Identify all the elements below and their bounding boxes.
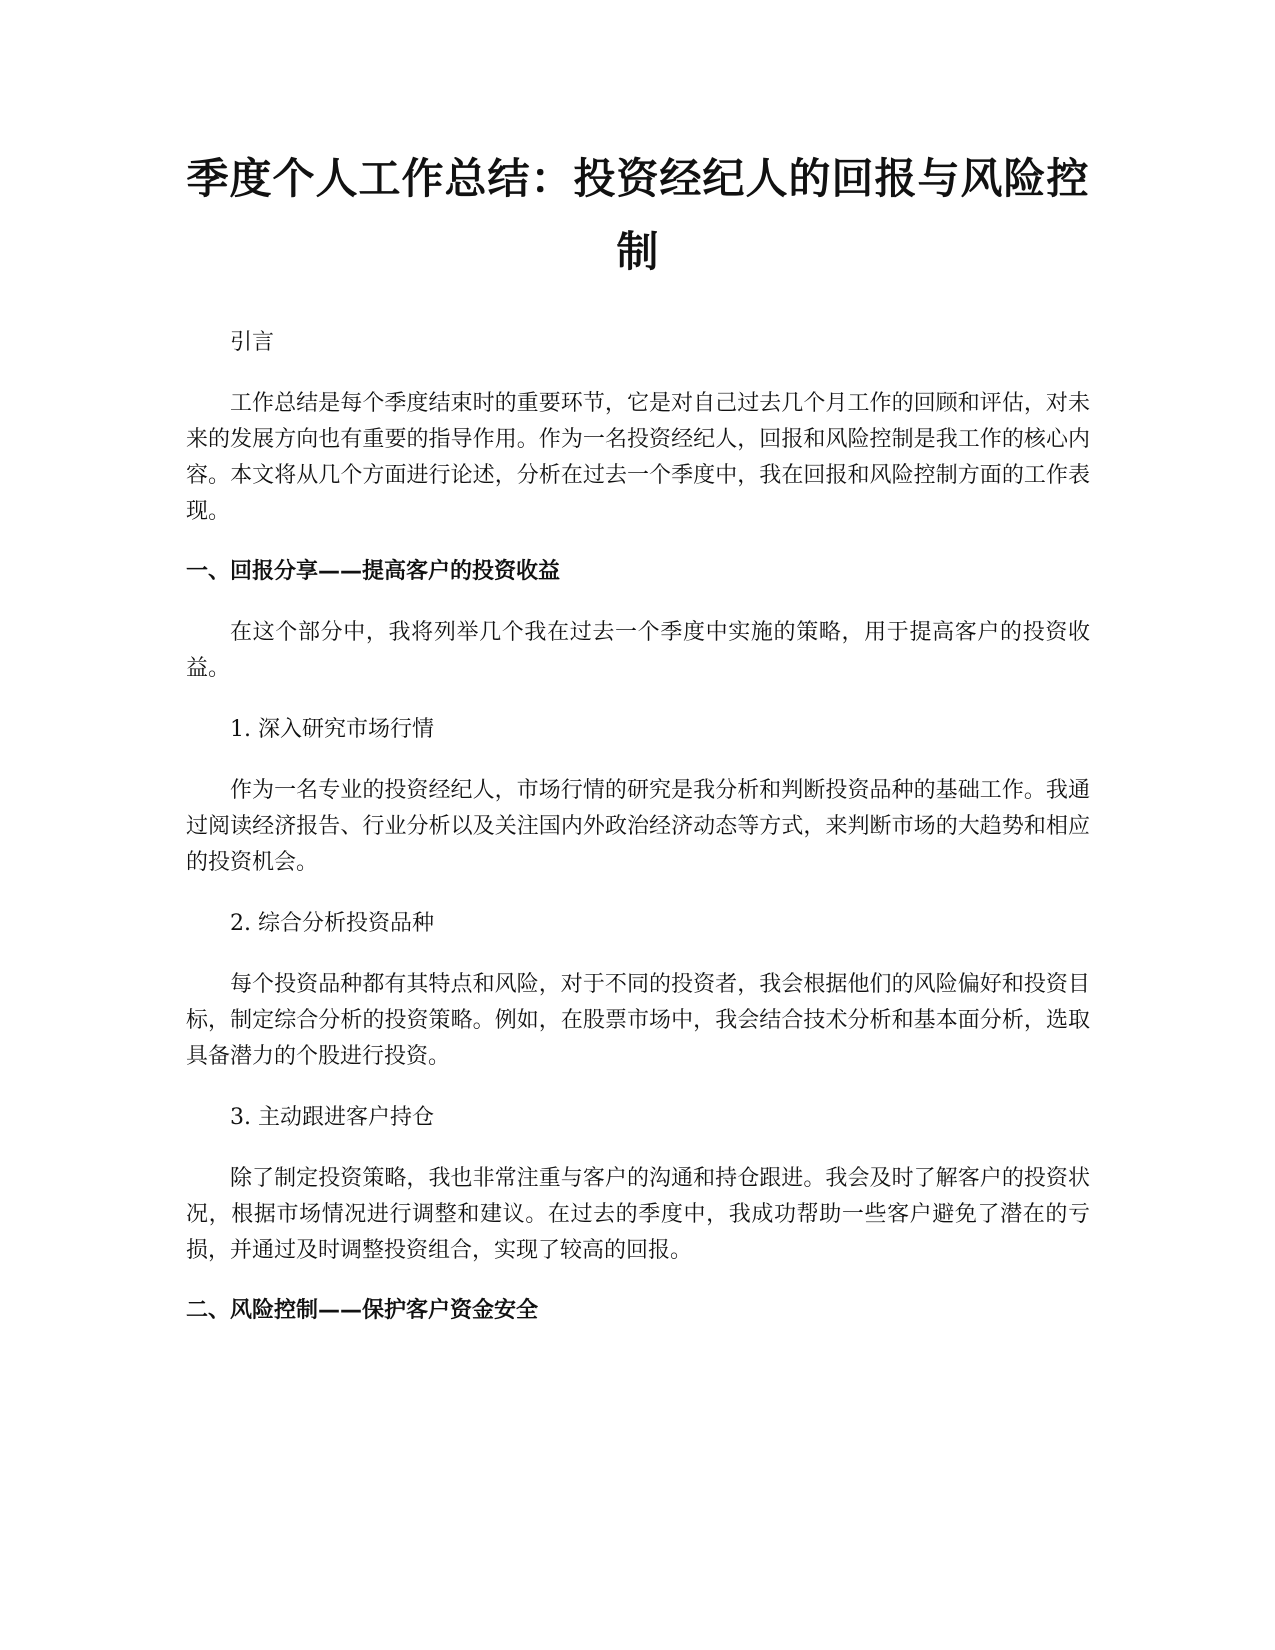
item-2-title: 2. 综合分析投资品种 [230,911,434,936]
item-3-paragraph: 除了制定投资策略，我也非常注重与客户的沟通和持仓跟进。我会及时了解客户的投资状况，根据市场情况进行调整和建议。在过去的季度中，我成功帮助一些客户避免了潜在的亏损，并通过及时调整投资组合，实现了较高的回报。 [186,1166,1090,1263]
section-2-heading: 二、风险控制——保护客户资金安全 [186,1298,539,1323]
section-1-paragraph: 在这个部分中，我将列举几个我在过去一个季度中实施的策略，用于提高客户的投资收益。 [186,620,1090,681]
intro-paragraph: 工作总结是每个季度结束时的重要环节，它是对自己过去几个月工作的回顾和评估，对未来的发展方向也有重要的指导作用。作为一名投资经纪人，回报和风险控制是我工作的核心内容。本文将从几个方面进行论述，分析在过去一个季度中，我在回报和风险控制方面的工作表现。 [186,391,1090,524]
document-page [186,142,1090,1329]
document-title: 季度个人工作总结：投资经纪人的回报与风险控制 [186,154,1090,276]
section-1-heading: 一、回报分享——提高客户的投资收益 [186,559,561,584]
item-1-paragraph: 作为一名专业的投资经纪人，市场行情的研究是我分析和判断投资品种的基础工作。我通过阅读经济报告、行业分析以及关注国内外政治经济动态等方式，来判断市场的大趋势和相应的投资机会。 [186,778,1090,875]
item-2-paragraph: 每个投资品种都有其特点和风险，对于不同的投资者，我会根据他们的风险偏好和投资目标，制定综合分析的投资策略。例如，在股票市场中，我会结合技术分析和基本面分析，选取具备潜力的个股进行投资。 [186,972,1090,1069]
intro-label: 引言 [230,330,275,355]
item-1-title: 1. 深入研究市场行情 [230,717,434,742]
item-3-title: 3. 主动跟进客户持仓 [230,1105,434,1130]
